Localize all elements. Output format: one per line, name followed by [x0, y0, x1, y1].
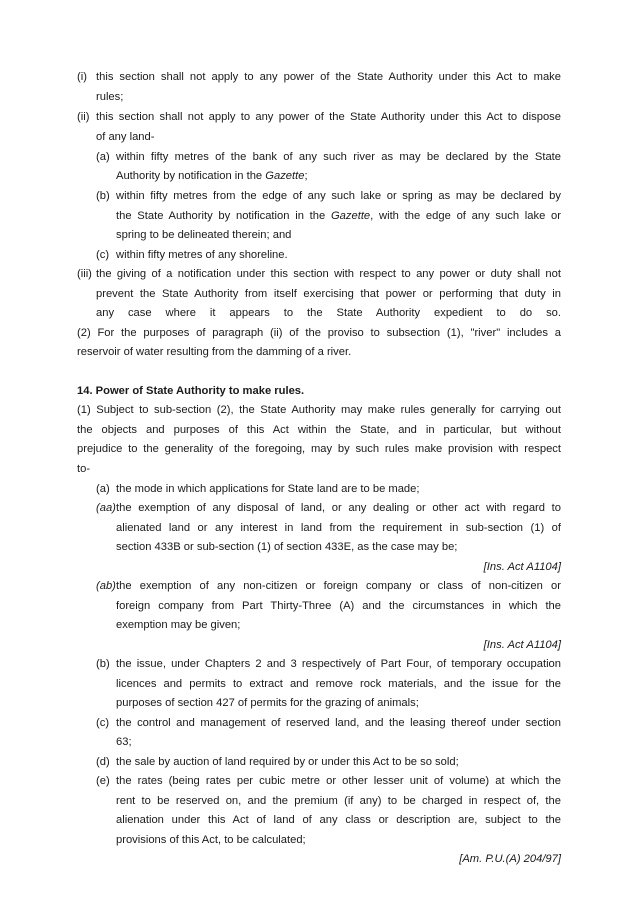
text-line: (1) Subject to sub-section (2), the State Authority may make rules generally for carrying out: [77, 404, 561, 416]
text-line: the mode in which applications for State land are to be made;: [116, 483, 420, 495]
text-line: rent to be reserved on, and the premium (if any) to be charged in respect of, the: [116, 795, 561, 807]
list-marker: (c): [96, 249, 110, 261]
italic-term: Gazette: [265, 170, 305, 182]
list-marker: (a): [96, 151, 110, 163]
text-line: [116, 208, 561, 225]
text-line: licences and permits to extract and remove rock materials, and the issue for the: [116, 678, 561, 690]
text-line: this section shall not apply to any power of the State Authority under this Act to dispose: [96, 111, 561, 123]
amendment-note: [Ins. Act A1104]: [483, 639, 561, 651]
line-tail: , with the edge of any such lake or: [370, 210, 562, 222]
text-line: the exemption of any non-citizen or foreign company or class of non-citizen or: [116, 580, 561, 592]
text-line: to-: [77, 463, 91, 475]
text-line: (2) For the purposes of paragraph (ii) of the proviso to subsection (1), "river" includes a: [77, 327, 561, 339]
text-line: prevent the State Authority from itself exercising that power or performing that duty in: [96, 288, 561, 300]
text-line: within fifty metres of any shoreline.: [116, 249, 288, 261]
text-line: [116, 168, 561, 185]
text-line: the issue, under Chapters 2 and 3 respectively of Part Four, of temporary occupation: [116, 658, 561, 670]
text-line: foreign company from Part Thirty-Three (A) and the circumstances in which the: [116, 600, 561, 612]
list-marker: (iii): [77, 268, 92, 280]
text-line: alienated land or any interest in land from the requirement in sub-section (1) of: [116, 522, 561, 534]
text-line: reservoir of water resulting from the damming of a river.: [77, 346, 352, 358]
list-marker: (a): [96, 483, 110, 495]
text-line: the exemption of any disposal of land, or any dealing or other act with regard to: [116, 502, 561, 514]
text-line: of any land-: [96, 131, 155, 143]
amendment-note: [Ins. Act A1104]: [483, 561, 561, 573]
text-line: the rates (being rates per cubic metre or other lesser unit of volume) at which the: [116, 775, 561, 787]
list-marker: (d): [96, 756, 110, 768]
text-line: section 433B or sub-section (1) of section 433E, as the case may be;: [116, 541, 458, 553]
list-marker: (e): [96, 775, 110, 787]
text-line: the control and management of reserved land, and the leasing thereof under section: [116, 717, 561, 729]
text-line: alienation under this Act of land of any class or description are, subject to the: [116, 814, 561, 826]
text-line: exemption may be given;: [116, 619, 241, 631]
text-line: prejudice to the generality of the foregoing, may by such rules make provision with respect: [77, 443, 561, 455]
italic-term: Gazette: [330, 210, 371, 222]
line-text: Authority by notification in the: [116, 170, 266, 182]
text-line: provisions of this Act, to be calculated;: [116, 834, 306, 846]
list-marker: (b): [96, 658, 110, 670]
text-line: this section shall not apply to any power of the State Authority under this Act to make: [96, 71, 561, 83]
list-marker: (c): [96, 717, 110, 729]
list-marker: (ab): [96, 580, 116, 592]
line-tail: ;: [304, 170, 308, 182]
section-heading: 14. Power of State Authority to make rules.: [77, 385, 305, 397]
text-line: within fifty metres from the edge of any such lake or spring as may be declared by: [116, 190, 561, 202]
text-line: the objects and purposes of this Act within the State, and in particular, but without: [77, 424, 561, 436]
text-line: the giving of a notification under this section with respect to any power or duty shall not: [96, 268, 561, 280]
text-line: purposes of section 427 of permits for the grazing of animals;: [116, 697, 419, 709]
text-line: rules;: [96, 91, 124, 103]
text-line: the sale by auction of land required by or under this Act to be so sold;: [116, 756, 459, 768]
text-line: within fifty metres of the bank of any such river as may be declared by the State: [116, 151, 561, 163]
list-marker: (ii): [77, 111, 90, 123]
text-line: spring to be delineated therein; and: [116, 229, 292, 241]
text-line: 63;: [116, 736, 132, 748]
list-marker: (b): [96, 190, 110, 202]
text-line: any case where it appears to the State Authority expedient to do so.: [96, 307, 561, 319]
list-marker: (aa): [96, 502, 116, 514]
line-text: the State Authority by notification in the: [116, 210, 331, 222]
list-marker: (i): [77, 71, 87, 83]
amendment-note: [Am. P.U.(A) 204/97]: [459, 853, 561, 865]
